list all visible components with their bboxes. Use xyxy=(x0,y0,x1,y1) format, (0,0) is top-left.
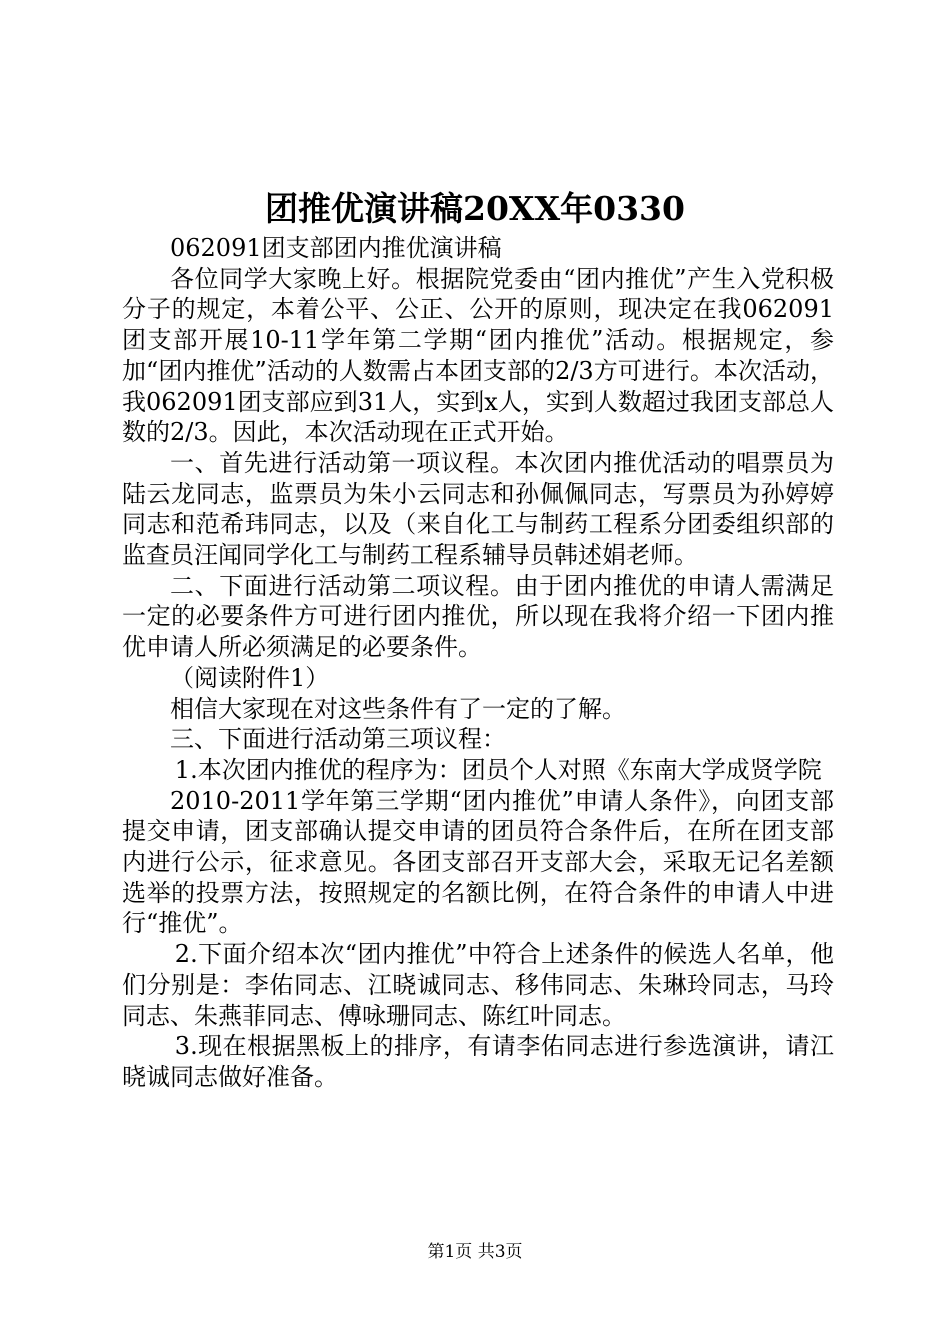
paragraph-agenda-2: 二、下面进行活动第二项议程。由于团内推优的申请人需满足一定的必要条件方可进行团内推优，所以现在我将介绍一下团内推优申请人所必须满足的必要条件。 xyxy=(122,571,834,662)
paragraph-greeting: 各位同学大家晚上好。根据院党委由“团内推优”产生入党积极分子的规定，本着公平、公正、公开的原则，现决定在我062091团支部开展10-11学年第二学期“团内推优”活动。根据规定，参加“团内推优”活动的人数需占本团支部的2/3方可进行。本次活动，我062091团支部应到31人，实到x人，实到人数超过我团支部总人数的2/3。因此，本次活动现在正式开始。 xyxy=(122,264,834,447)
paragraph-agenda-3: 三、下面进行活动第三项议程： xyxy=(170,725,506,754)
paragraph-subtitle: 062091团支部团内推优演讲稿 xyxy=(170,234,502,262)
paragraph-procedure: 1.本次团内推优的程序为：团员个人对照《东南大学成贤学院 xyxy=(174,755,822,784)
page-number-footer: 第1页 共3页 xyxy=(427,1242,523,1262)
document-body xyxy=(122,233,834,1093)
paragraph-agenda-1: 一、首先进行活动第一项议程。本次团内推优活动的唱票员为陆云龙同志，监票员为朱小云同志和孙佩佩同志，写票员为孙婷婷同志和范希玮同志，以及（来自化工与制药工程系分团委组织部的监查员汪闻同学化工与制药工程系辅导员韩述娟老师。 xyxy=(122,448,834,570)
paragraph-understanding: 相信大家现在对这些条件有了一定的了解。 xyxy=(170,694,626,723)
paragraph-appendix-note: （阅读附件1） xyxy=(170,663,330,692)
paragraph-speech-order: 3.现在根据黑板上的排序，有请李佑同志进行参选演讲，请江晓诚同志做好准备。 xyxy=(122,1032,834,1091)
paragraph-candidates: 2.下面介绍本次“团内推优”中符合上述条件的候选人名单，他们分别是：李佑同志、江晓诚同志、移伟同志、朱琳玲同志，马玲同志、朱燕菲同志、傅咏珊同志、陈红叶同志。 xyxy=(122,940,834,1030)
paragraph-procedure-detail: 2010-2011学年第三学期“团内推优”申请人条件》，向团支部提交申请，团支部确认提交申请的团员符合条件后，在所在团支部内进行公示，征求意见。各团支部召开支部大会，采取无记名差额选举的投票方法，按照规定的名额比例，在符合条件的申请人中进行“推优”。 xyxy=(122,786,834,938)
document-title: 团推优演讲稿20XX年0330 xyxy=(265,189,685,228)
